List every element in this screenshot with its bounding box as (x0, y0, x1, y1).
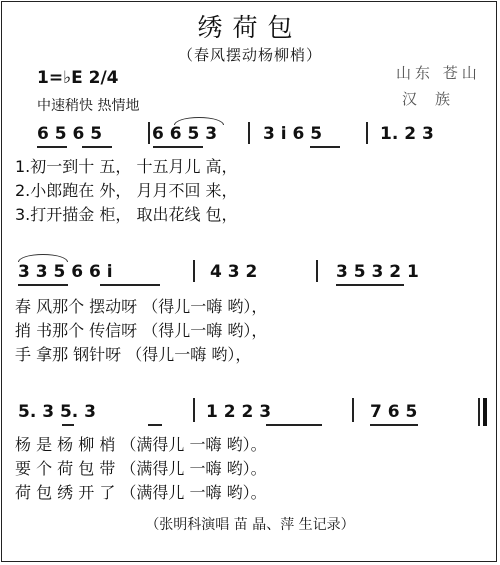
tempo-marking: 中速稍快 热情地 (37, 98, 140, 114)
beam-line (82, 146, 112, 148)
lyric-line: 1.初一到十 五， 十五月儿 高， (15, 157, 238, 176)
beam-line (148, 424, 162, 426)
beam-line (62, 424, 74, 426)
barline (352, 398, 354, 422)
beam-line (370, 424, 418, 426)
barline (193, 398, 195, 422)
measure-notes: 3 3 5 6 6 i̇ (18, 262, 113, 282)
barline (193, 260, 195, 282)
region-label: 山东 苍山 (396, 64, 481, 82)
page-subtitle: （春风摆动杨柳梢） (177, 46, 322, 64)
lyric-line: 春 风那个 摆动呀 （得儿一嗨 哟）， (15, 297, 268, 316)
lyric-line: 2.小郎跑在 外， 月月不回 来， (15, 181, 238, 200)
measure-notes: 1 2 2 3 (206, 402, 272, 422)
lyric-line: 手 拿那 钢针呀 （得儿一嗨 哟）， (15, 345, 252, 364)
beam-line (37, 146, 67, 148)
barline (248, 122, 250, 144)
lyric-line: 要 个 荷 包 带 （满得儿 一嗨 哟）。 (15, 459, 267, 478)
beam-line (266, 424, 322, 426)
measure-notes: 7 6 5 (370, 402, 418, 422)
lyric-line: 3.打开描金 柜， 取出花线 包， (15, 205, 238, 224)
lyric-line: 杨 是 杨 柳 梢 （满得儿 一嗨 哟）。 (15, 435, 267, 454)
key-signature: 1=♭E 2/4 (37, 68, 119, 88)
lyric-line: 荷 包 绣 开 了 （满得儿 一嗨 哟）。 (15, 483, 267, 502)
barline (366, 122, 368, 144)
beam-line (18, 284, 68, 286)
barline (316, 260, 318, 282)
beam-line (100, 284, 160, 286)
measure-notes: 6 6 5 3 (152, 124, 218, 144)
ethnic-label: 汉族 (402, 90, 469, 108)
beam-line (310, 146, 340, 148)
performer-credit: （张明科演唱 苗 晶、萍 生记录） (145, 517, 355, 533)
beam-line (336, 284, 404, 286)
lyric-line: 捎 书那个 传信呀 （得儿一嗨 哟）， (15, 321, 268, 340)
measure-notes: 3 5 3 2 1 (336, 262, 419, 282)
beam-line (153, 146, 203, 148)
measure-notes: 1. 2 3 (380, 124, 434, 144)
measure-notes: 4 3 2 (210, 262, 258, 282)
final-barline (483, 398, 487, 426)
measure-notes: 3 i̇ 6 5 (263, 124, 323, 144)
page-title: 绣荷包 (197, 13, 303, 42)
measure-notes: 5. 3 5. 3 (18, 402, 96, 422)
barline (478, 398, 480, 426)
measure-notes: 6 5 6 5 (37, 124, 103, 144)
barline (148, 122, 150, 144)
